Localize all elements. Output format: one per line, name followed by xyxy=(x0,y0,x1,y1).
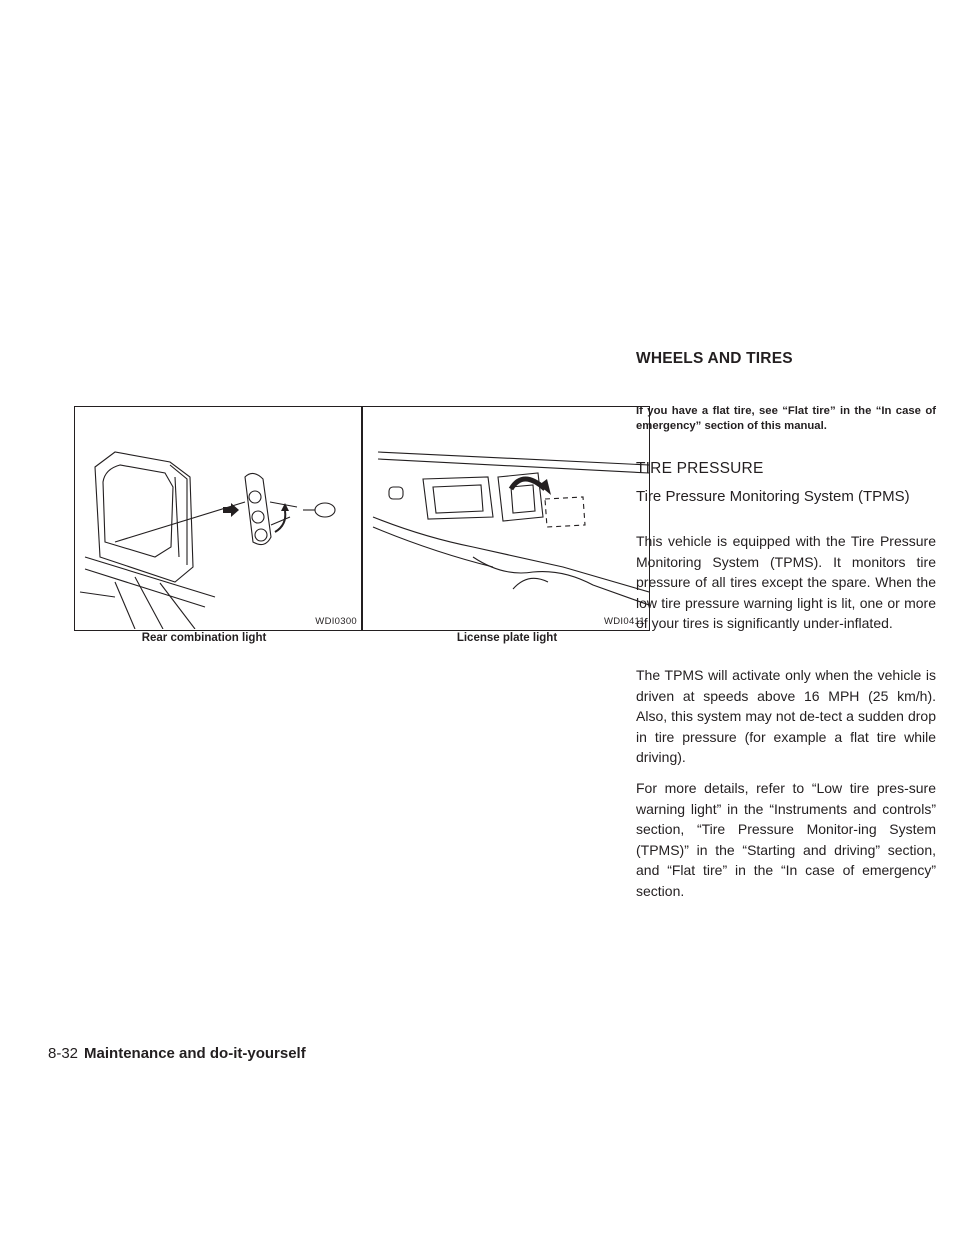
license-plate-light-illustration xyxy=(363,407,649,629)
figure-rear-combination-light xyxy=(74,406,362,631)
rear-combination-light-illustration xyxy=(75,407,361,629)
flat-tire-note: If you have a flat tire, see “Flat tire” in the “In case of emergency” section of this manual. xyxy=(636,405,936,432)
subsection-heading: Tire Pressure Monitoring System (TPMS) xyxy=(636,488,910,505)
paragraph: The TPMS will activate only when the vehicle is driven at speeds above 16 MPH (25 km/h). Also, this system may not de-tect a sudden drop in tire pressure (for example a flat tire while driving). xyxy=(636,667,936,765)
page-number: 8-32 xyxy=(48,1045,79,1062)
section-heading: TIRE PRESSURE xyxy=(636,460,764,477)
figure-code: WDI0300 xyxy=(315,616,357,627)
figure-caption: License plate light xyxy=(456,632,558,644)
section-header: WHEELS AND TIRES xyxy=(636,350,793,367)
chapter-title: Maintenance and do-it-yourself xyxy=(84,1045,306,1062)
figure-license-plate-light xyxy=(362,406,650,631)
paragraph: For more details, refer to “Low tire pres-sure warning light” in the “Instruments and controls” section, “Tire Pressure Monitor-ing System (TPMS)” in the “Starting and driving” section, and “Flat tire” in the “In case of emergency” section. xyxy=(636,780,936,899)
figure-caption: Rear combination light xyxy=(141,632,267,644)
figure-code: WDI0411 xyxy=(604,616,645,627)
page-footer xyxy=(48,1045,306,1062)
paragraph: This vehicle is equipped with the Tire Pressure Monitoring System (TPMS). It monitors tire pressure of all tires except the spare. When the low tire pressure warning light is lit, one or more of your tires is significantly under-inflated. xyxy=(636,533,936,631)
